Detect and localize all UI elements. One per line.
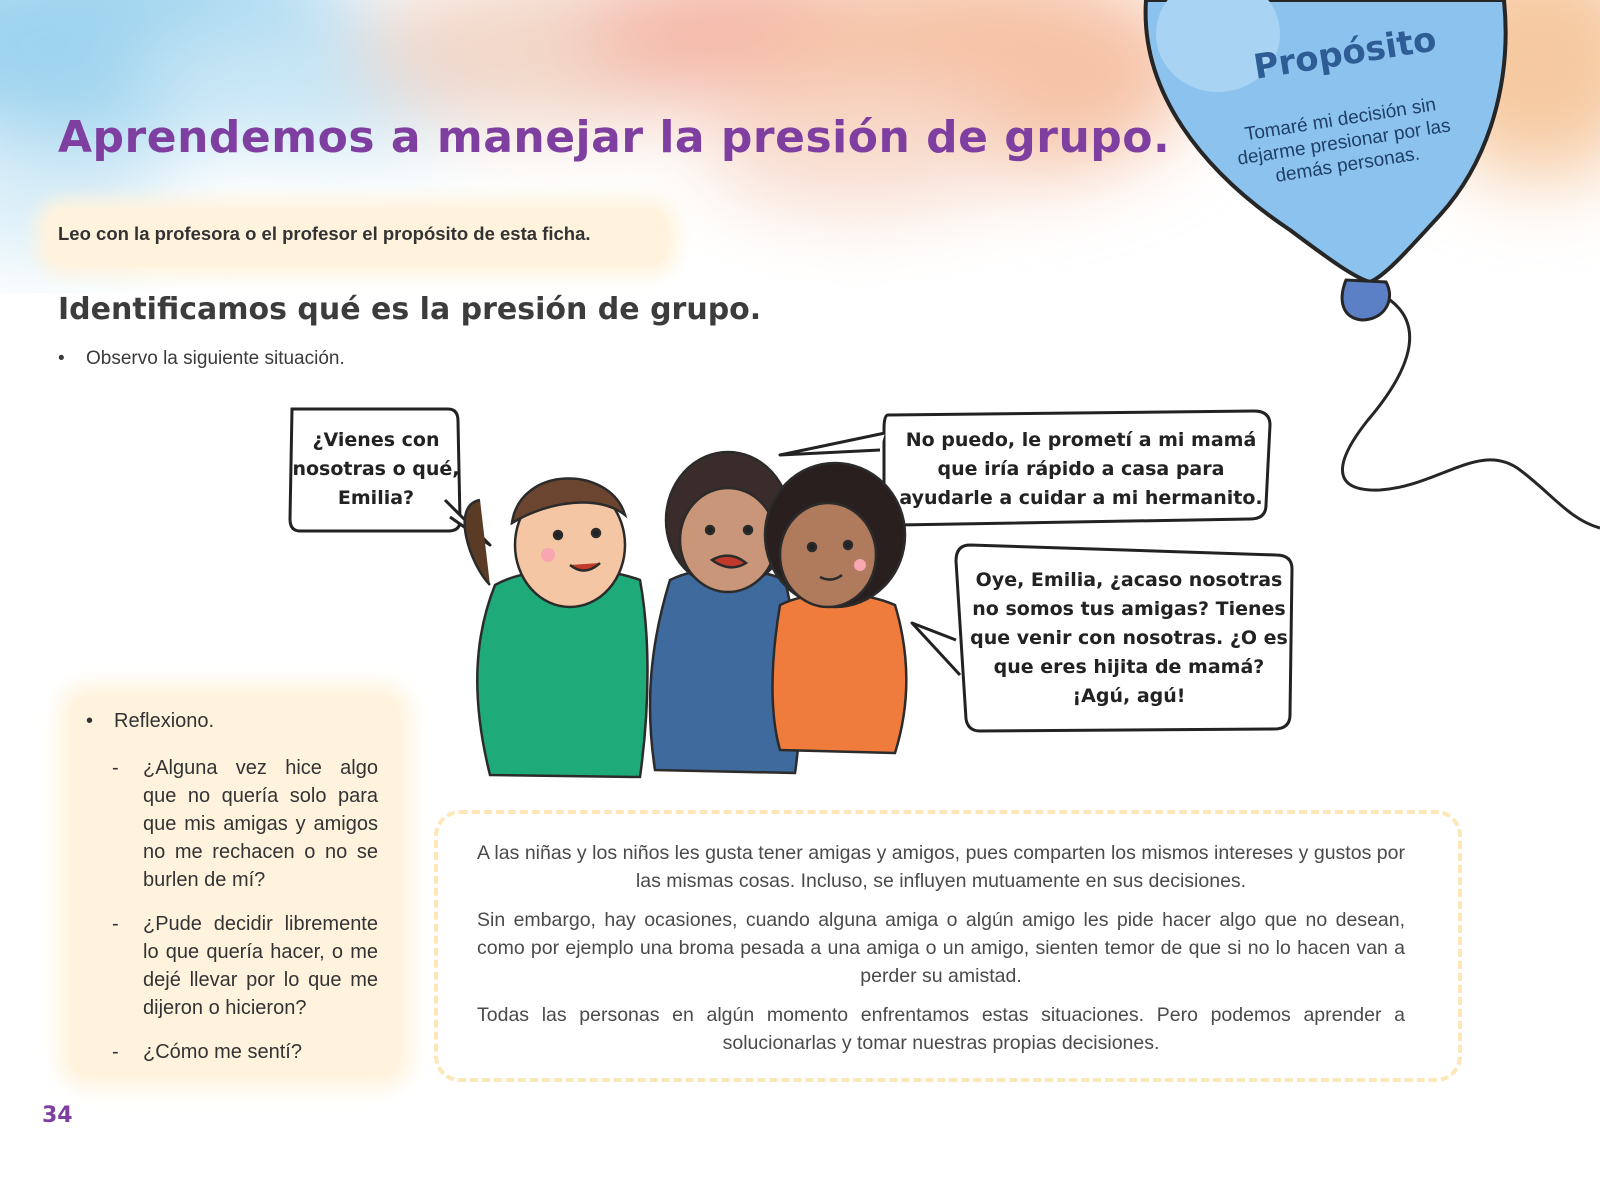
info-paragraph: A las niñas y los niños les gusta tener amigas y amigos, pues comparten los mismos intereses y gustos por las mismas cosas. Incluso, se influyen mutuamente en sus decisiones.: [477, 842, 1405, 892]
observe-bullet: [58, 348, 345, 370]
reflection-question: [112, 1038, 378, 1066]
page-title: Aprendemos a manejar la presión de grupo.: [58, 112, 1171, 163]
observe-text: Observo la siguiente situación.: [86, 348, 345, 369]
bullet-icon: •: [86, 710, 94, 732]
dash-icon: -: [112, 913, 119, 935]
question-text: ¿Pude decidir libremente lo que quería hacer, o me dejé llevar por lo que me dijeron o hicieron?: [143, 913, 378, 1019]
girl-green: [465, 478, 648, 777]
purpose-title: Propósito: [1250, 19, 1440, 88]
section-title: Identificamos qué es la presión de grupo.: [58, 292, 762, 327]
speech-text-1: ¿Vienes con nosotras o qué, Emilia?: [292, 429, 460, 509]
reflection-question: [112, 754, 378, 894]
reflection-heading-text: Reflexiono.: [114, 710, 215, 732]
instruction-text: Leo con la profesora o el profesor el propósito de esta ficha.: [46, 208, 668, 266]
speech-text-2: No puedo, le prometí a mi mamá que iría rápido a casa para ayudarle a cuidar a mi hermanito.: [899, 429, 1263, 509]
info-paragraph: Sin embargo, hay ocasiones, cuando alguna amiga o algún amigo les pide hacer algo que no desean, como por ejemplo una broma pesada a una amiga o un amigo, sienten temor de que si no lo hacen van a perder su amistad.: [477, 909, 1405, 987]
purpose-text: Tomaré mi decisión sin dejarme presionar por las demás personas.: [1235, 94, 1453, 187]
dash-icon: -: [112, 757, 119, 779]
info-paragraph: Todas las personas en algún momento enfrentamos estas situaciones. Pero podemos aprender a solucionarlas y tomar nuestras propias decisiones.: [477, 1004, 1405, 1054]
dash-icon: -: [112, 1041, 119, 1063]
girl-orange: [765, 463, 906, 753]
question-text: ¿Cómo me sentí?: [143, 1041, 302, 1063]
speech-text-3: Oye, Emilia, ¿acaso nosotras no somos tus amigas? Tienes que venir con nosotras. ¿O es que eres hijita de mamá? ¡Agú, agú!: [970, 569, 1288, 707]
reflection-question: [112, 910, 378, 1022]
page-number: 34: [42, 1103, 73, 1128]
reflection-heading: [86, 710, 214, 733]
question-text: ¿Alguna vez hice algo que no quería solo para que mis amigas y amigos no me rechacen o no se burlen de mí?: [143, 757, 378, 891]
bullet-icon: •: [58, 348, 65, 369]
